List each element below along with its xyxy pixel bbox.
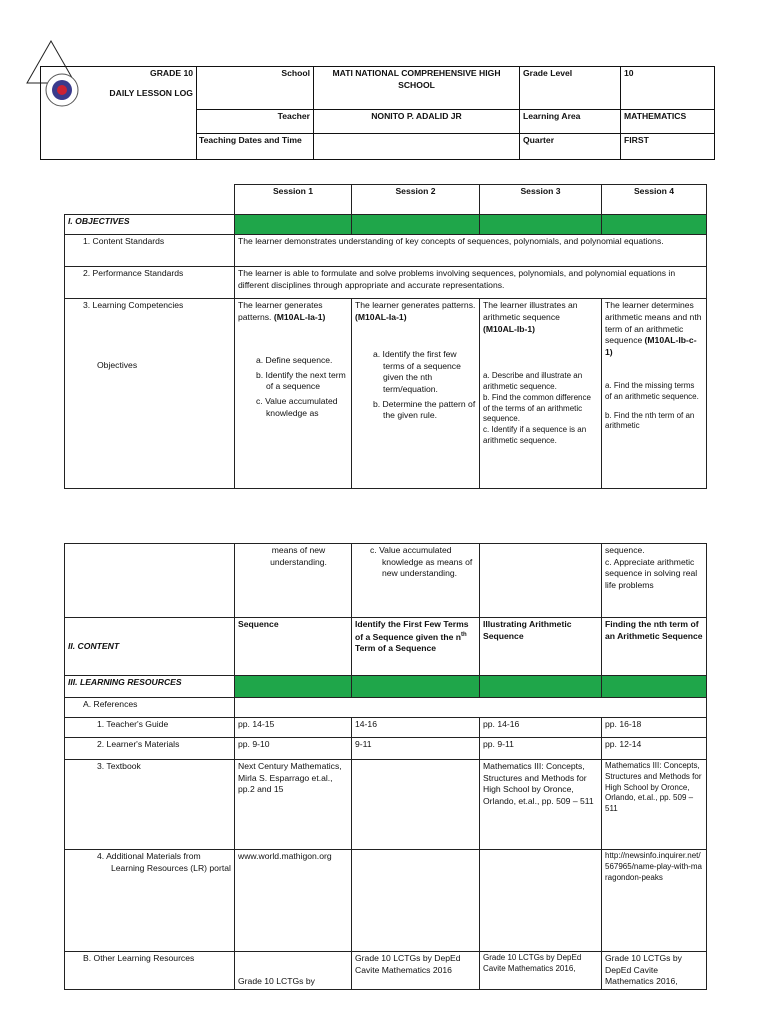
resources-table <box>64 543 707 990</box>
list-item: b. Find the common difference of the terms of an arithmetic sequence. <box>483 392 591 424</box>
session-1-content: Sequence <box>235 618 352 676</box>
learning-area-value: MATHEMATICS <box>621 110 715 134</box>
session-4-content: Finding the nth term of an Arithmetic Sequence <box>602 618 707 676</box>
table-cell: Next Century Mathematics, Mirla S. Esparrago et.al., pp.2 and 15 <box>235 760 352 850</box>
session-2-competency: The learner generates patterns. (M10AL-Ia-1) a. Identify the first few terms of a sequence given the nth term/equation. b. Determine the pattern of the given rule. <box>352 299 480 489</box>
dates-label: Teaching Dates and Time <box>197 134 314 160</box>
competencies-label: 3. Learning Competencies <box>83 300 184 310</box>
grade-level-label: Grade Level <box>520 67 621 110</box>
session-3-header: Session 3 <box>480 185 602 215</box>
session-3-competency: The learner illustrates an arithmetic sequence (M10AL-Ib-1) a. Describe and illustrate an arithmetic sequence. b. Find the common difference of the terms of an arithmetic sequence. c. Identify if a sequence is an arithmetic sequence. <box>480 299 602 489</box>
table-cell: pp. 9-10 <box>235 738 352 760</box>
table-cell: pp. 9-11 <box>480 738 602 760</box>
list-item: b. Determine the pattern of the given rule. <box>373 398 476 421</box>
grade-level-value: 10 <box>621 67 715 110</box>
table-cell <box>480 850 602 952</box>
session-3-continued <box>480 544 602 618</box>
content-standards-text: The learner demonstrates understanding of key concepts of sequences, polynomials, and polynomial equations. <box>235 235 707 267</box>
table-cell: Mathematics III: Concepts, Structures and Methods for High School by Oronce, Orlando, et.al., pp. 509 – 511 <box>602 760 707 850</box>
table-cell: Grade 10 LCTGs by <box>235 952 352 990</box>
additional-materials-label: 4. Additional Materials from Learning Resources (LR) portal <box>65 850 235 952</box>
table-cell: pp. 12-14 <box>602 738 707 760</box>
header-blank-cell <box>41 134 197 160</box>
school-value: MATI NATIONAL COMPREHENSIVE HIGH SCHOOL <box>314 67 520 110</box>
learners-materials-label: 2. Learner's Materials <box>65 738 235 760</box>
list-item: b. Find the nth term of an arithmetic <box>605 410 695 431</box>
learning-resources-heading: III. LEARNING RESOURCES <box>65 676 235 698</box>
table-cell: Mathematics III: Concepts, Structures and Methods for High School by Oronce, Orlando, et.al., pp. 509 – 511 <box>480 760 602 850</box>
session-1-competency: The learner generates patterns. (M10AL-Ia-1) a. Define sequence. b. Identify the next term of a sequence c. Value accumulated knowledge as <box>235 299 352 489</box>
session-2-continued: c. Value accumulated knowledge as means of new understanding. <box>352 544 480 618</box>
header-title-cell <box>41 67 197 134</box>
list-item: c. Value accumulated knowledge as <box>256 395 338 418</box>
content-heading: II. CONTENT <box>65 618 235 676</box>
competencies-cell <box>65 299 235 489</box>
table-cell: http://newsinfo.inquirer.net/567965/name-play-with-maragondon-peaks <box>602 850 707 952</box>
table-cell: Grade 10 LCTGs by DepEd Cavite Mathematics 2016, <box>602 952 707 990</box>
list-item: c. Identify if a sequence is an arithmetic sequence. <box>483 425 587 445</box>
textbook-label: 3. Textbook <box>65 760 235 850</box>
references-label: A. References <box>65 698 235 718</box>
table-cell <box>352 760 480 850</box>
list-item: a. Define sequence. <box>256 355 333 366</box>
table-cell: 14-16 <box>352 718 480 738</box>
session-2-content: Identify the First Few Terms of a Sequence given the $n^{th}$ Term of a Sequence <box>352 618 480 676</box>
objectives-heading: I. OBJECTIVES <box>65 215 235 235</box>
grade-label: GRADE 10 <box>150 68 193 78</box>
doc-title: DAILY LESSON LOG <box>109 87 193 98</box>
school-label: School <box>197 67 314 110</box>
session-4-continued: sequence. c. Appreciate arithmetic sequence in solving real life problems <box>602 544 707 618</box>
list-item: a. Identify the first few terms of a sequence given the nth term/equation. <box>373 349 461 394</box>
table-cell: pp. 14-15 <box>235 718 352 738</box>
list-item: a. Describe and illustrate an arithmetic sequence. <box>483 371 583 391</box>
objectives-table <box>64 184 707 489</box>
performance-standards-label: 2. Performance Standards <box>65 267 235 299</box>
session-1-header: Session 1 <box>235 185 352 215</box>
other-resources-label: B. Other Learning Resources <box>65 952 235 990</box>
teacher-label: Teacher <box>197 110 314 134</box>
table-cell: www.world.mathigon.org <box>235 850 352 952</box>
table-cell: 9-11 <box>352 738 480 760</box>
session-3-content: Illustrating Arithmetic Sequence <box>480 618 602 676</box>
list-item: a. Find the missing terms of an arithmetic sequence. <box>605 380 699 401</box>
quarter-label: Quarter <box>520 134 621 160</box>
header-table <box>40 66 715 160</box>
table-cell: Grade 10 LCTGs by DepEd Cavite Mathematics 2016, <box>480 952 602 990</box>
table-cell: pp. 16-18 <box>602 718 707 738</box>
list-item: b. Identify the next term of a sequence <box>256 369 346 392</box>
dates-value <box>314 134 520 160</box>
session-4-competency: The learner determines arithmetic means and nth term of an arithmetic sequence (M10AL-Ib-c-1) a. Find the missing terms of an arithmetic sequence. b. Find the nth term of an arithmetic <box>602 299 707 489</box>
table-cell: pp. 14-16 <box>480 718 602 738</box>
quarter-value: FIRST <box>621 134 715 160</box>
table-cell <box>352 850 480 952</box>
content-standards-label: 1. Content Standards <box>65 235 235 267</box>
table-cell: Grade 10 LCTGs by DepEd Cavite Mathematics 2016 <box>352 952 480 990</box>
teachers-guide-label: 1. Teacher's Guide <box>65 718 235 738</box>
session-1-continued: means of new understanding. <box>235 544 352 618</box>
teacher-value: NONITO P. ADALID JR <box>314 110 520 134</box>
session-4-header: Session 4 <box>602 185 707 215</box>
session-2-header: Session 2 <box>352 185 480 215</box>
objectives-label: Objectives <box>97 359 138 370</box>
learning-area-label: Learning Area <box>520 110 621 134</box>
performance-standards-text: The learner is able to formulate and solve problems involving sequences, polynomials, and polynomial equations in different disciplines through appropriate and accurate representations. <box>235 267 707 299</box>
